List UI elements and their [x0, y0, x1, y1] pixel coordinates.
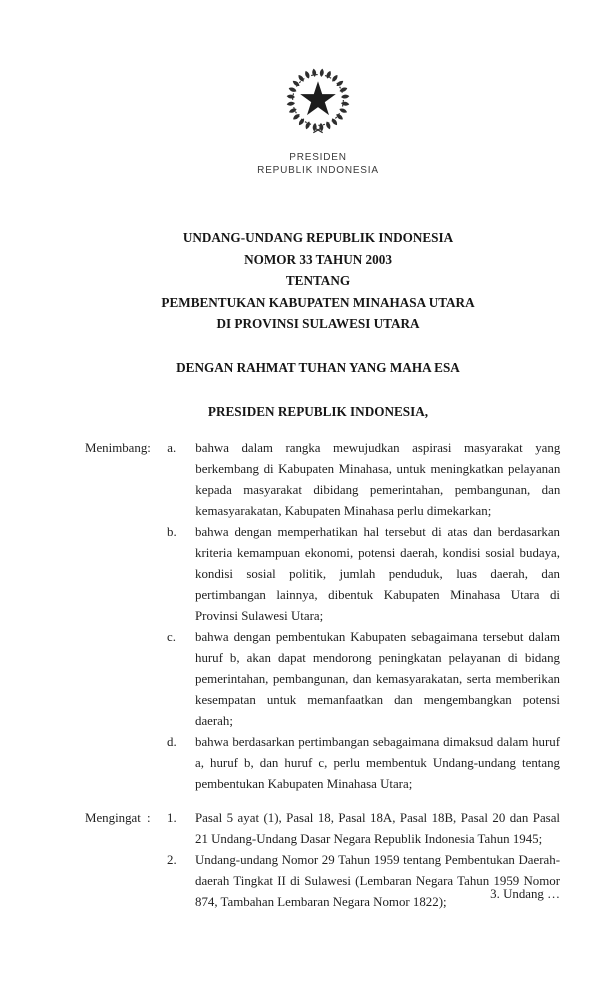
section-colon: :: [147, 810, 151, 825]
item-text: Undang-undang Nomor 29 Tahun 1959 tentang Pembentukan Daerah-daerah Tingkat II di Sulawesi (Lembaran Negara Tahun 1959 Nomor 874, Tambahan Lembaran Negara Nomor 1822);: [195, 852, 560, 909]
title-line-5: DI PROVINSI SULAWESI UTARA: [216, 316, 420, 331]
menimbang-item-b: [0, 522, 612, 627]
preamble-body: [0, 438, 612, 913]
star-wreath-emblem-icon: [279, 126, 357, 143]
title-line-1: UNDANG-UNDANG REPUBLIK INDONESIA: [182, 230, 454, 245]
menimbang-item-d: [0, 732, 612, 795]
law-title: [0, 227, 612, 335]
menimbang-item-c: [0, 627, 612, 732]
section-label: Menimbang: [85, 440, 148, 455]
letterhead-presiden: PRESIDEN: [289, 152, 347, 163]
item-marker: b.: [167, 524, 177, 539]
item-text: bahwa dengan pembentukan Kabupaten sebagaimana tersebut dalam huruf b, akan dapat mendorong peningkatan pelayanan di bidang pemerintahan, pembangunan, dan kemasyarakatan, serta memberikan kesempatan untuk memanfaatkan dan mengembangkan potensi daerah;: [195, 629, 560, 728]
item-text: bahwa dalam rangka mewujudkan aspirasi masyarakat yang berkembang di Kabupaten Minahasa, untuk meningkatkan pelayanan kepada masyarakat dibidang pemerintahan, pembangunan, dan kemasyarakatan, Kabupaten Minahasa perlu dimekarkan;: [195, 440, 561, 518]
item-marker: d.: [167, 734, 177, 749]
item-marker: a.: [167, 440, 177, 455]
title-line-3: TENTANG: [285, 273, 351, 288]
section-label: Mengingat: [85, 810, 141, 825]
item-text: Pasal 5 ayat (1), Pasal 18, Pasal 18A, Pasal 18B, Pasal 20 dan Pasal 21 Undang-Undang Dasar Negara Republik Indonesia Tahun 1945;: [195, 810, 560, 846]
item-text: bahwa berdasarkan pertimbangan sebagaimana dimaksud dalam huruf a, huruf b, dan huruf c, perlu membentuk Undang-undang tentang pembentukan Kabupaten Minahasa Utara;: [195, 734, 560, 791]
item-text: bahwa dengan memperhatikan hal tersebut di atas dan berdasarkan kriteria kemampuan ekonomi, potensi daerah, kondisi sosial budaya, kondisi sosial politik, jumlah penduduk, luas daerah, dan pertimbangan lainnya, dibentuk Kabupaten Minahasa Utara di Provinsi Sulawesi Utara;: [195, 524, 560, 623]
letterhead: [0, 64, 612, 177]
item-marker: 2.: [167, 852, 177, 867]
menimbang-item-a: [0, 438, 612, 522]
section-colon: :: [147, 440, 151, 455]
letterhead-republik-indonesia: REPUBLIK INDONESIA: [257, 164, 379, 176]
item-marker: 1.: [167, 810, 177, 825]
authority-line: PRESIDEN REPUBLIK INDONESIA,: [207, 403, 429, 419]
invocation-line: DENGAN RAHMAT TUHAN YANG MAHA ESA: [176, 359, 460, 375]
item-marker: c.: [167, 629, 176, 644]
title-line-2: NOMOR 33 TAHUN 2003: [244, 251, 392, 267]
page-catchword: 3. Undang …: [490, 887, 560, 901]
section-menimbang: [0, 438, 612, 795]
mengingat-item-1: [0, 808, 612, 850]
mengingat-item-2: [0, 850, 612, 913]
title-line-4: PEMBENTUKAN KABUPATEN MINAHASA UTARA: [161, 294, 475, 310]
